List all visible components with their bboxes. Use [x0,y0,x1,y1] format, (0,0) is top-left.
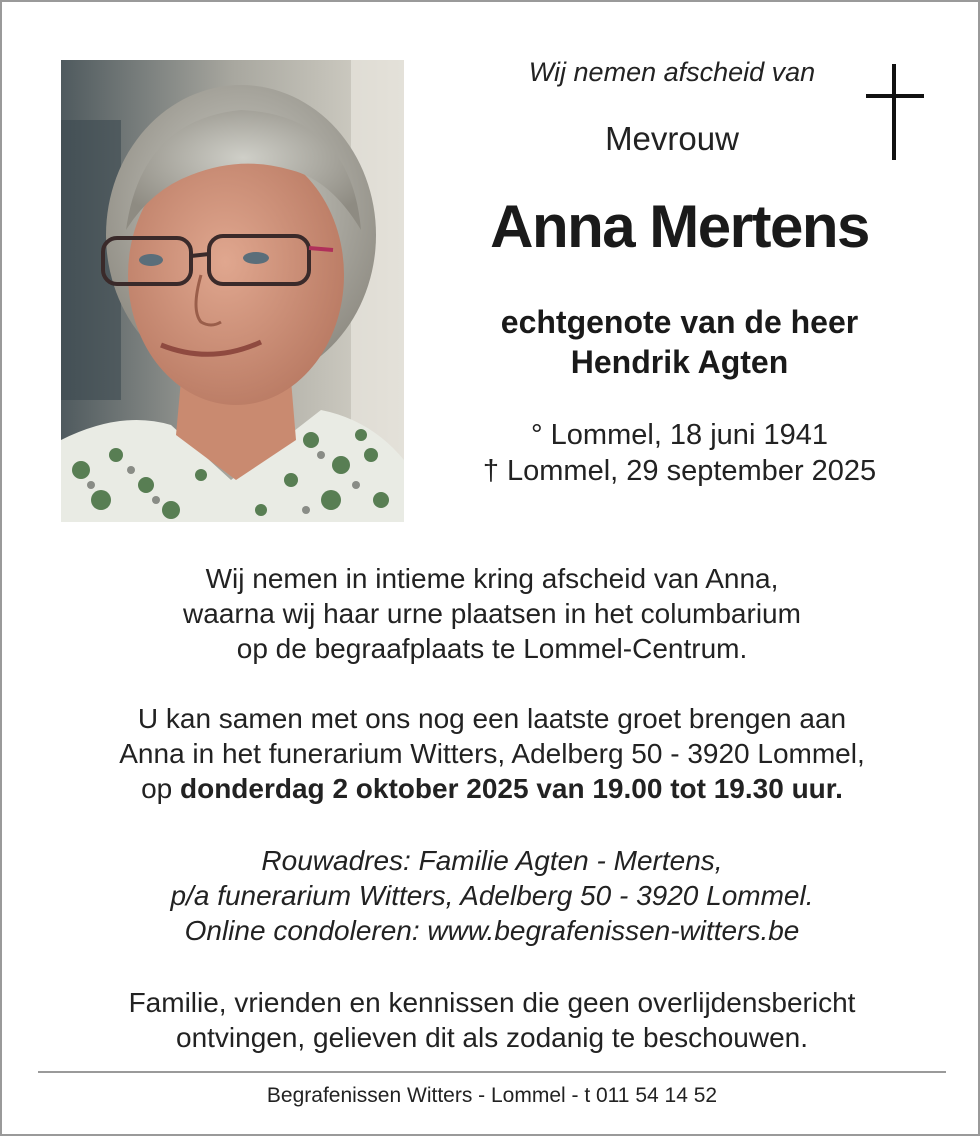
address-line: p/a funerarium Witters, Adelberg 50 - 3920 Lommel. [170,880,814,911]
address-line: Rouwadres: Familie Agten - Mertens, [261,845,723,876]
farewell-line: Wij nemen in intieme kring afscheid van Anna, [205,563,779,594]
closing-line: ontvingen, gelieven dit als zodanig te beschouwen. [176,1022,808,1053]
footer-divider [38,1071,946,1073]
spouse-line-2: Hendrik Agten [570,344,789,380]
closing-paragraph [22,985,962,1055]
spouse-line-1: echtgenote van de heer [500,304,859,340]
visitation-line: Anna in het funerarium Witters, Adelberg 50 - 3920 Lommel, [119,738,865,769]
intro-line: Wij nemen afscheid van [528,57,816,87]
footer-contact: Begrafenissen Witters - Lommel - t 011 54 14 52 [266,1084,718,1107]
visitation-paragraph [22,701,962,806]
farewell-line: op de begraafplaats te Lommel-Centrum. [236,633,748,664]
visitation-prefix: op [141,773,180,804]
death-line: † Lommel, 29 september 2025 [482,455,877,487]
deceased-name: Anna Mertens [490,193,869,260]
visitation-datetime: donderdag 2 oktober 2025 van 19.00 tot 19.30 uur. [180,773,843,804]
visitation-line [22,771,962,806]
portrait-photo [61,60,404,522]
visitation-line: U kan samen met ons nog een laatste groet brengen aan [137,703,847,734]
portrait-illustration [61,60,404,522]
honorific: Mevrouw [605,120,739,157]
birth-line: ° Lommel, 18 juni 1941 [531,419,828,451]
dates-block [442,417,917,489]
address-paragraph [22,843,962,948]
farewell-paragraph [22,561,962,666]
spouse-block [442,302,917,382]
address-line: Online condoleren: www.begrafenissen-witters.be [184,915,800,946]
farewell-line: waarna wij haar urne plaatsen in het columbarium [183,598,801,629]
closing-line: Familie, vrienden en kennissen die geen overlijdensbericht [128,987,856,1018]
